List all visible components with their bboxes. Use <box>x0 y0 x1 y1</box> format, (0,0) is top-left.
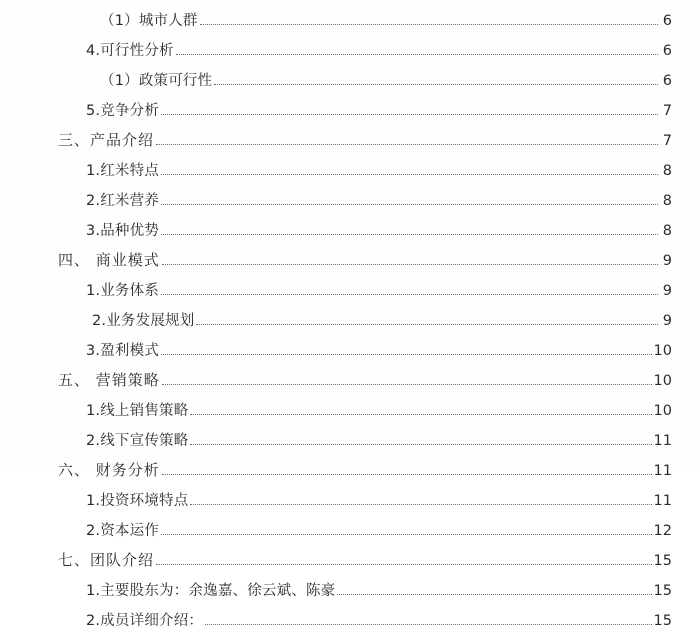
toc-page-number: 10 <box>654 404 672 421</box>
toc-leader <box>190 413 651 415</box>
toc-leader <box>161 233 658 235</box>
toc-entry[interactable] <box>28 360 672 390</box>
toc-page-number: 15 <box>654 614 672 630</box>
toc-entry-label: 七、团队介绍 <box>58 553 154 570</box>
toc-leader <box>337 593 651 595</box>
toc-entry-label: 3.盈利模式 <box>86 344 159 361</box>
toc-page-number: 9 <box>660 284 672 301</box>
toc-entry-label: 2.线下宣传策略 <box>86 434 188 451</box>
toc-page-number: 11 <box>654 434 672 451</box>
toc-leader <box>156 563 652 565</box>
toc-entry[interactable] <box>28 240 672 270</box>
toc-entry[interactable] <box>28 30 672 60</box>
toc-entry[interactable] <box>28 420 672 450</box>
toc-leader <box>162 473 652 475</box>
toc-page-number: 6 <box>660 74 672 91</box>
toc-entry-label: 1.投资环境特点 <box>86 494 188 511</box>
toc-leader <box>162 383 652 385</box>
toc-entry[interactable] <box>28 90 672 120</box>
toc-entry-label: 1.业务体系 <box>86 284 159 301</box>
toc-entry[interactable] <box>28 570 672 600</box>
toc-entry[interactable] <box>28 0 672 30</box>
toc-entry-label: 1.线上销售策略 <box>86 404 188 421</box>
toc-leader <box>205 623 651 625</box>
toc-entry[interactable] <box>28 270 672 300</box>
toc-leader <box>161 113 658 115</box>
toc-leader <box>161 203 658 205</box>
toc-page-number: 9 <box>660 314 672 331</box>
toc-page-number: 6 <box>660 44 672 61</box>
toc-entry-label: 5.竞争分析 <box>86 104 159 121</box>
toc-entry-label: 2.资本运作 <box>86 524 159 541</box>
toc-page-number: 15 <box>654 554 672 571</box>
toc-page-number: 9 <box>660 254 672 271</box>
toc-entry-label: 3.品种优势 <box>86 224 159 241</box>
toc-leader <box>176 53 658 55</box>
toc-entry[interactable] <box>28 180 672 210</box>
toc-entry-label: 1.主要股东为：余逸嘉、徐云斌、陈豪 <box>86 584 335 601</box>
toc-entry-label: 2.红米营养 <box>86 194 159 211</box>
toc-entry[interactable] <box>28 210 672 240</box>
toc-leader <box>200 23 658 25</box>
toc-entry-label: 4.可行性分析 <box>86 44 174 61</box>
toc-entry[interactable] <box>28 390 672 420</box>
toc-entry-label: 2.业务发展规划 <box>92 314 194 331</box>
toc-entry-label: 四、 商业模式 <box>58 253 160 270</box>
toc-page-number: 8 <box>660 164 672 181</box>
toc-entry-label: 六、 财务分析 <box>58 463 160 480</box>
toc-entry-label: 2.成员详细介绍： <box>86 614 203 630</box>
toc-page-number: 10 <box>654 344 672 361</box>
toc-entry-label: 五、 营销策略 <box>58 373 160 390</box>
toc-entry-label: （1）城市人群 <box>100 14 198 31</box>
toc-entry-label: （1）政策可行性 <box>100 74 212 91</box>
toc-leader <box>196 323 658 325</box>
toc-page-number: 11 <box>654 464 672 481</box>
toc-entry[interactable] <box>28 510 672 540</box>
toc-page-number: 8 <box>660 194 672 211</box>
toc-entry-label: 1.红米特点 <box>86 164 159 181</box>
toc-leader <box>190 443 651 445</box>
toc-leader <box>161 353 652 355</box>
toc-entry[interactable] <box>28 330 672 360</box>
toc-entry[interactable] <box>28 150 672 180</box>
toc-page-number: 8 <box>660 224 672 241</box>
toc-leader <box>162 263 658 265</box>
toc-page-number: 7 <box>660 134 672 151</box>
toc-entry[interactable] <box>28 60 672 90</box>
toc-leader <box>161 533 652 535</box>
toc-entry[interactable] <box>28 600 672 630</box>
toc-page-number: 12 <box>654 524 672 541</box>
toc-leader <box>214 83 658 85</box>
toc-leader <box>161 293 658 295</box>
toc-page-number: 10 <box>654 374 672 391</box>
toc-page-number: 6 <box>660 14 672 31</box>
toc-entry-label: 三、产品介绍 <box>58 133 154 150</box>
toc-entry[interactable] <box>28 450 672 480</box>
toc-page-number: 7 <box>660 104 672 121</box>
toc-entry[interactable] <box>28 120 672 150</box>
toc-page-number: 11 <box>654 494 672 511</box>
toc-page-number: 15 <box>654 584 672 601</box>
toc-entry[interactable] <box>28 540 672 570</box>
toc-leader <box>156 143 658 145</box>
toc-entry[interactable] <box>28 480 672 510</box>
toc-leader <box>161 173 658 175</box>
toc-entry[interactable] <box>28 300 672 330</box>
toc-leader <box>190 503 651 505</box>
